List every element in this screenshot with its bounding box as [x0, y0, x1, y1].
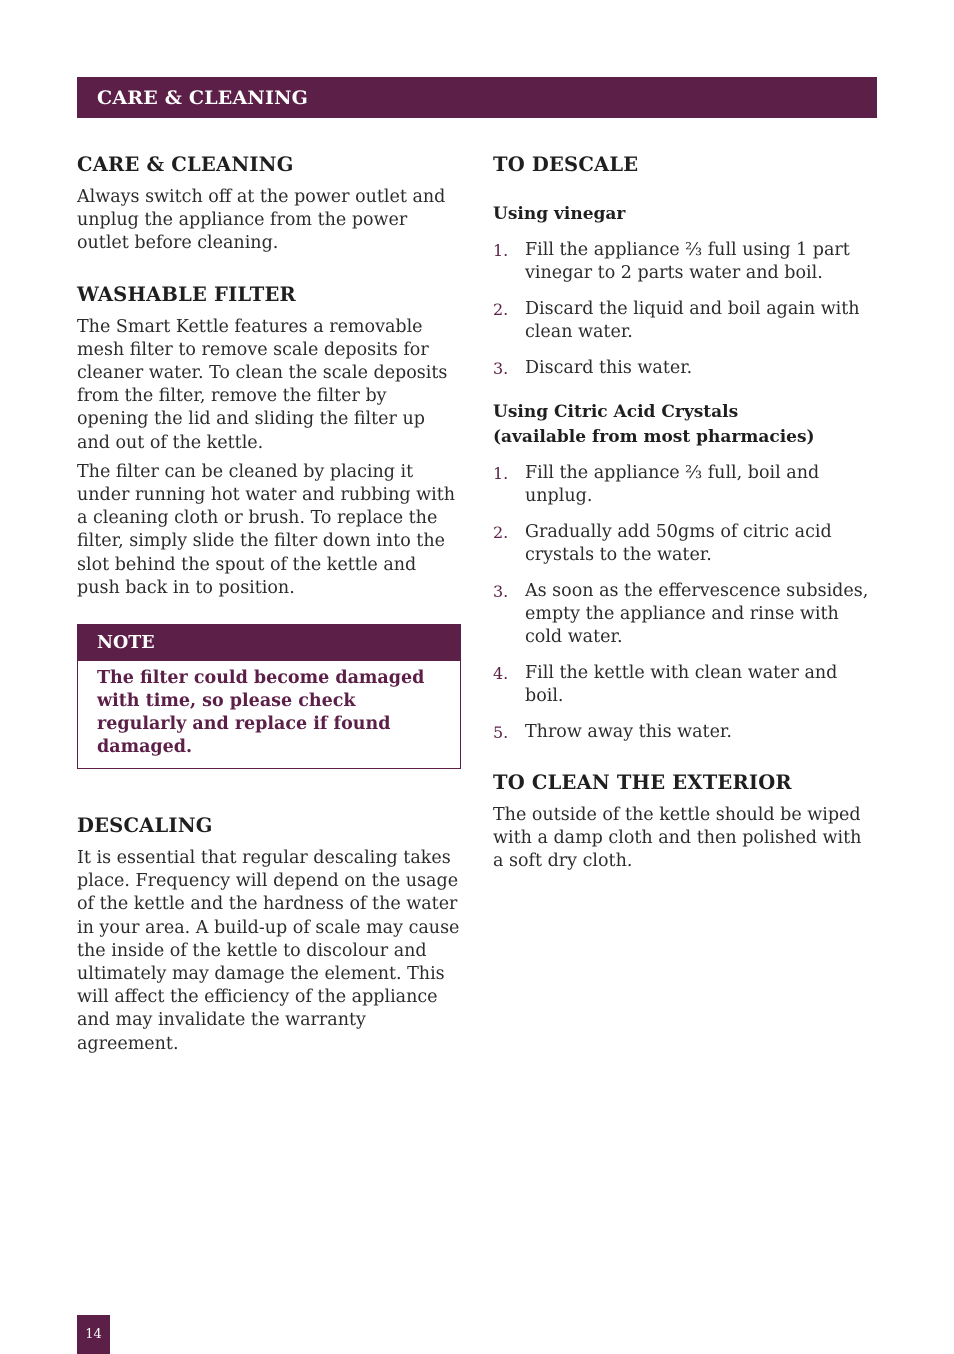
citric-steps — [493, 462, 877, 744]
right-column — [493, 150, 877, 874]
care-heading: CARE & CLEANING — [77, 153, 294, 176]
left-column — [77, 150, 463, 1056]
list-item: 2. Gradually add 50gms of citric acid crystals to the water. — [493, 522, 832, 565]
list-item: 3. As soon as the effervescence subsides, empty the appliance and rinse with cold water. — [493, 581, 869, 647]
care-body: Always switch off at the power outlet and unplug the appliance from the power outlet before cleaning. — [77, 187, 446, 254]
list-item: 1. Fill the appliance ⅔ full, boil and unplug. — [493, 463, 820, 506]
list-item: 2. Discard the liquid and boil again with clean water. — [493, 299, 860, 342]
banner-title: CARE & CLEANING — [97, 86, 309, 109]
vinegar-subheading: Using vinegar — [493, 204, 626, 224]
to-descale-heading: TO DESCALE — [493, 153, 639, 176]
descaling-body: It is essential that regular descaling takes place. Frequency will depend on the usage of the kettle and the hardness of the water in your area. A build-up of scale may cause the inside of the kettle to discolour and ultimately may damage the element. This will affect the efficiency of the appliance and may invalidate the warranty agreement. — [77, 848, 460, 1054]
clean-exterior-body: The outside of the kettle should be wiped with a damp cloth and then polished with a soft dry cloth. — [493, 805, 862, 872]
descaling-heading: DESCALING — [77, 814, 213, 838]
vinegar-steps — [493, 239, 877, 380]
note-box — [77, 624, 461, 769]
note-label: NOTE — [78, 625, 460, 661]
citric-subheading — [493, 400, 877, 450]
citric-subheading-line1: Using Citric Acid Crystals — [493, 402, 739, 422]
clean-exterior-heading: TO CLEAN THE EXTERIOR — [493, 771, 792, 794]
washable-filter-heading: WASHABLE FILTER — [77, 282, 296, 306]
citric-subheading-line2: (available from most pharmacies) — [493, 427, 815, 447]
list-item: 4. Fill the kettle with clean water and boil. — [493, 663, 838, 706]
list-item: 1. Fill the appliance ⅔ full using 1 part vinegar to 2 parts water and boil. — [493, 240, 850, 283]
list-item: 3. Discard this water. — [493, 358, 693, 378]
filter-paragraph-2: The filter can be cleaned by placing it under running hot water and rubbing with a cleaning cloth or brush. To replace the filter, simply slide the filter down into the slot behind the spout of the kettle and push back in to position. — [77, 461, 455, 598]
section-banner — [77, 77, 877, 118]
list-item: 5. Throw away this water. — [493, 722, 732, 742]
note-body: The filter could become damaged with time, so please check regularly and replace if found damaged. — [97, 668, 425, 758]
page-number: 14 — [77, 1315, 110, 1354]
filter-paragraph-1: The Smart Kettle features a removable mesh filter to remove scale deposits for cleaner water. To clean the scale deposits from the filter, remove the filter by opening the lid and sliding the filter up and out of the kettle. — [77, 316, 448, 453]
